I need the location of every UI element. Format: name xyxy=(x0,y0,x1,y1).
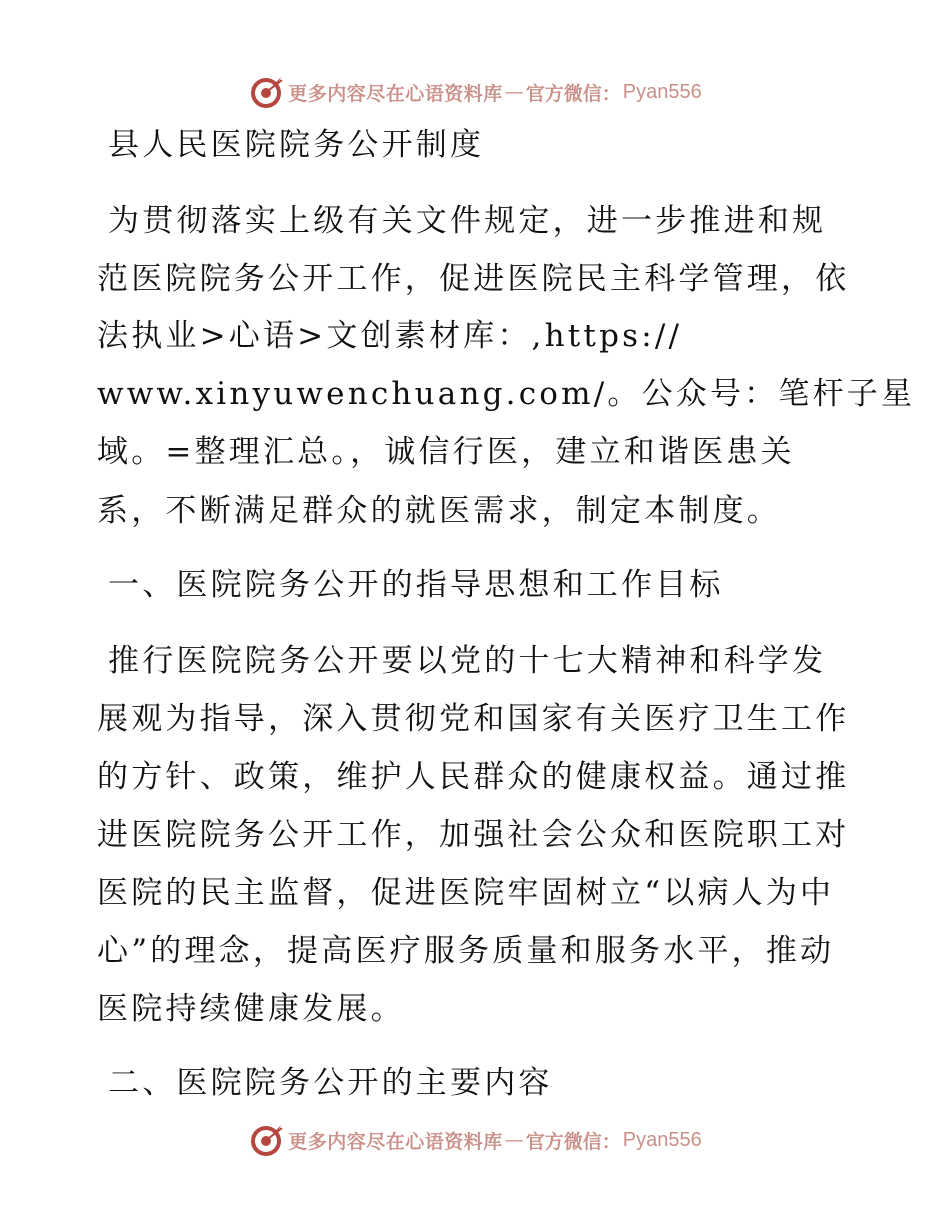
intro-line: 法执业>心语>文创素材库：,https:// xyxy=(97,318,683,354)
paragraph-line: 的方针、政策，维护人民群众的健康权益。通过推 xyxy=(97,759,850,795)
banner-slogan: 更多内容尽在心语资料库 xyxy=(288,82,503,105)
intro-line: 范医院院务公开工作，促进医院民主科学管理，依 xyxy=(97,261,850,297)
intro-line: 域。=整理汇总。，诚信行医，建立和谐医患关 xyxy=(97,434,795,470)
section-heading: 二、医院院务公开的主要内容 xyxy=(108,1065,553,1101)
banner-slogan: 更多内容尽在心语资料库 xyxy=(288,1130,503,1153)
document-title: 县人民医院院务公开制度 xyxy=(108,127,485,163)
banner-dash: — xyxy=(504,81,524,103)
footer-banner xyxy=(0,1118,950,1162)
intro-line: 系，不断满足群众的就医需求，制定本制度。 xyxy=(97,493,781,529)
quill-logo-icon xyxy=(248,1122,284,1158)
banner-wechat-label: 官方微信： xyxy=(525,1130,621,1153)
paragraph-line: 医院的民主监督，促进医院牢固树立“以病人为中 xyxy=(97,875,835,911)
quill-logo-icon xyxy=(248,74,284,110)
header-banner xyxy=(0,70,950,114)
paragraph-line: 医院持续健康发展。 xyxy=(97,991,405,1027)
intro-line: www.xinyuwenchuang.com/。公众号：笔杆子星 xyxy=(97,376,916,412)
paragraph-line: 心”的理念，提高医疗服务质量和服务水平，推动 xyxy=(97,933,835,969)
banner-wechat-label: 官方微信： xyxy=(525,82,621,105)
banner-dash: — xyxy=(504,1129,524,1151)
intro-line: 为贯彻落实上级有关文件规定，进一步推进和规 xyxy=(108,203,827,239)
banner-wechat-id: Pyan556 xyxy=(622,1128,702,1151)
banner-wechat-id: Pyan556 xyxy=(622,80,702,103)
paragraph-line: 进医院院务公开工作，加强社会公众和医院职工对 xyxy=(97,817,850,853)
paragraph-line: 推行医院院务公开要以党的十七大精神和科学发 xyxy=(108,643,827,679)
section-heading: 一、医院院务公开的指导思想和工作目标 xyxy=(108,567,724,603)
paragraph-line: 展观为指导，深入贯彻党和国家有关医疗卫生工作 xyxy=(97,701,850,737)
